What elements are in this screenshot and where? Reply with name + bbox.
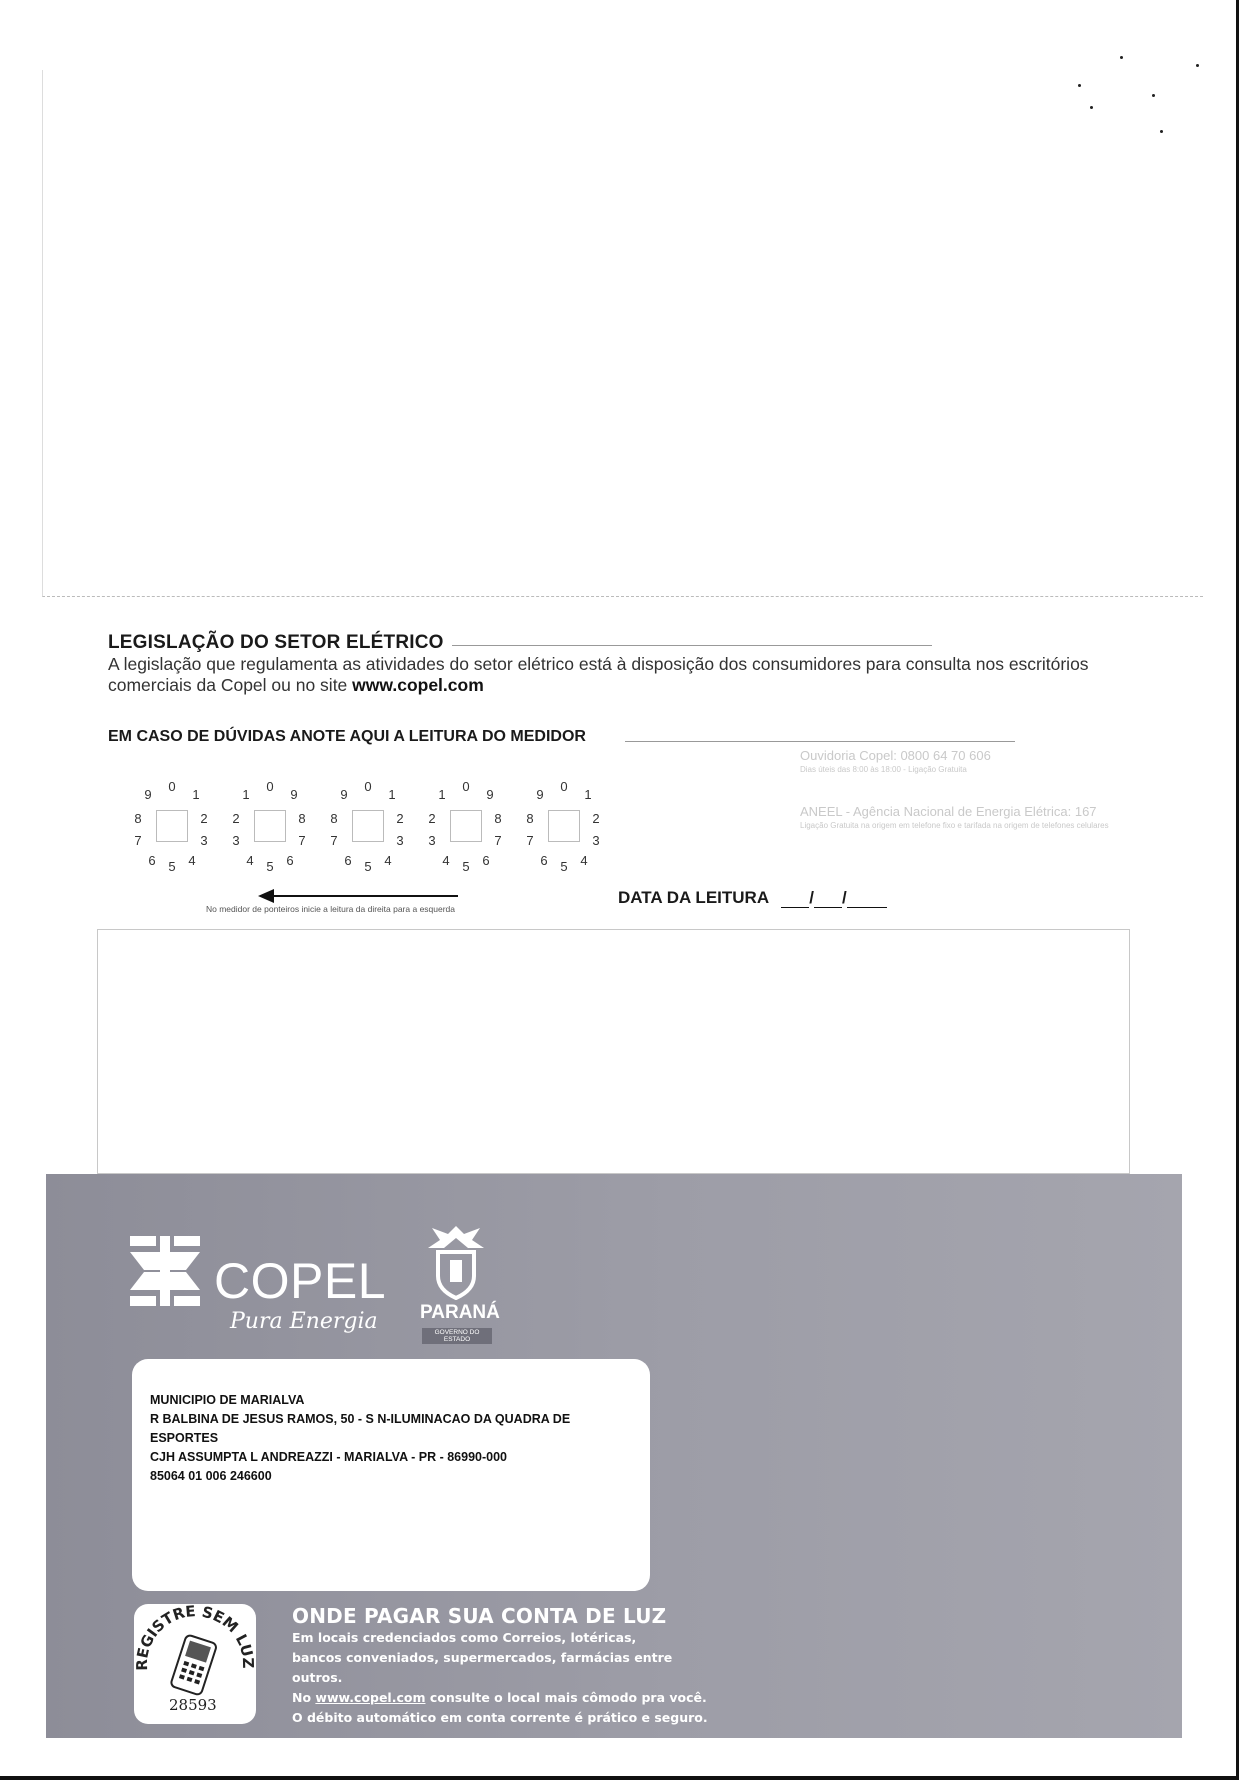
ouvidoria-title: Ouvidoria Copel: 0800 64 70 606: [800, 748, 991, 763]
date-separator: /: [841, 888, 847, 907]
meter-dial: 0 1 2 3 4 5 6 7 8 9: [134, 779, 208, 874]
scan-speck: [1160, 130, 1163, 133]
sms-number: 28593: [169, 1696, 217, 1714]
copel-banner: [46, 1174, 1182, 1738]
sms-phone-icon: [134, 1604, 256, 1696]
date-year-field[interactable]: [847, 891, 887, 908]
pay-suffix: consulte o local mais cômodo pra você.: [425, 1690, 707, 1705]
scan-speck: [1078, 84, 1081, 87]
scan-speck: [1090, 106, 1093, 109]
address-line: ESPORTES: [150, 1431, 219, 1445]
duvidas-title: EM CASO DE DÚVIDAS ANOTE AQUI A LEITURA DO MEDIDOR: [108, 728, 586, 745]
meter-dial: 0 9 8 7 6 5 4 3 2 1: [232, 779, 306, 874]
pay-line: O débito automático em conta corrente é prático e seguro.: [292, 1710, 708, 1725]
date-day-field[interactable]: [781, 891, 809, 908]
divider: [452, 645, 932, 646]
meter-dial: 0 1 2 3 4 5 6 7 8 9: [330, 779, 404, 874]
meter-dials: [126, 778, 612, 878]
copel-site-link[interactable]: www.copel.com: [315, 1690, 426, 1705]
sms-badge-text: REGISTRE SEM LUZ: [134, 1604, 256, 1671]
pay-line: [292, 1688, 712, 1708]
scan-speck: [1120, 56, 1123, 59]
address-window: [132, 1359, 650, 1591]
scan-speck: [1196, 64, 1199, 67]
pay-line: bancos conveniados, supermercados, farmácias entre outros.: [292, 1650, 673, 1685]
parana-crest-icon: [428, 1226, 484, 1300]
copel-logo-icon: [130, 1236, 200, 1306]
address-line: R BALBINA DE JESUS RAMOS, 50 - S N-ILUMINACAO DA QUADRA DE: [150, 1412, 571, 1426]
pay-line: Em locais credenciados como Correios, lotéricas,: [292, 1630, 637, 1645]
copel-site-link[interactable]: www.copel.com: [352, 675, 484, 695]
aneel-note: Ligação Gratuita na origem em telefone fixo e tarifada na origem de telefones celulares: [800, 821, 1109, 830]
data-leitura-label: DATA DA LEITURA: [618, 888, 769, 907]
sms-badge: [134, 1604, 256, 1724]
meter-dial: 0 9 8 7 6 5 4 3 2 1: [428, 779, 502, 874]
address-line: 85064 01 006 246600: [150, 1469, 272, 1483]
blank-panel: [42, 70, 1203, 597]
date-month-field[interactable]: [814, 891, 842, 908]
legislacao-title: LEGISLAÇÃO DO SETOR ELÉTRICO: [108, 632, 444, 653]
date-separator: /: [809, 888, 814, 907]
copel-brand: COPEL: [214, 1253, 387, 1309]
legislacao-text: [108, 654, 1118, 696]
ouvidoria-info: [800, 748, 1160, 774]
meter-dial: 0 1 2 3 4 5 6 7 8 9: [526, 779, 600, 874]
aneel-info: [800, 804, 1160, 831]
pay-info: [292, 1604, 712, 1728]
medidor-caption: No medidor de ponteiros inicie a leitura da direita para a esquerda: [206, 904, 456, 914]
data-leitura: [618, 888, 887, 908]
notes-box[interactable]: [97, 929, 1130, 1174]
scan-speck: [1152, 94, 1155, 97]
parana-label: PARANÁ: [420, 1302, 500, 1323]
copel-tagline: Pura Energia: [230, 1309, 378, 1334]
pay-heading: ONDE PAGAR SUA CONTA DE LUZ: [292, 1604, 667, 1628]
legislacao-body: A legislação que regulamenta as atividades do setor elétrico está à disposição dos consumidores para consulta nos escritórios comerciais da Copel ou no site: [108, 654, 1089, 695]
pay-prefix: No: [292, 1690, 316, 1705]
ouvidoria-note: Dias úteis das 8:00 às 18:00 - Ligação Gratuita: [800, 765, 967, 774]
governo-label: GOVERNO DO ESTADO: [422, 1328, 492, 1344]
aneel-title: ANEEL - Agência Nacional de Energia Elétrica: 167: [800, 804, 1097, 819]
address-line: MUNICIPIO DE MARIALVA: [150, 1393, 305, 1407]
divider: [625, 741, 1015, 742]
arrow-left-icon: [258, 888, 460, 904]
address-line: CJH ASSUMPTA L ANDREAZZI - MARIALVA - PR - 86990-000: [150, 1450, 507, 1464]
